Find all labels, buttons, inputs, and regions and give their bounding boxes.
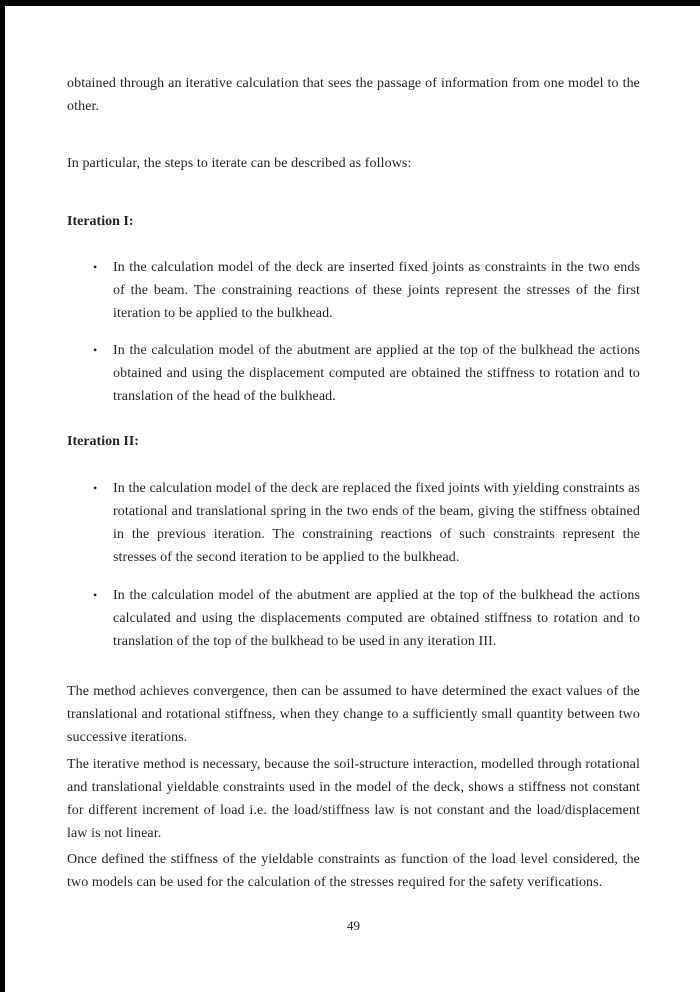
bullet-marker: • [93, 481, 98, 495]
scan-border-left [0, 0, 5, 992]
intro-paragraph-1: obtained through an iterative calculation that sees the passage of information from one model to the other. [67, 76, 640, 114]
page-content [67, 72, 640, 937]
bullet-item [67, 256, 640, 325]
page-number: 49 [347, 918, 360, 933]
closing-paragraph-1: The method achieves convergence, then can be assumed to have determined the exact values of the translational and rotational stiffness, when they change to a sufficiently small quantity between two successive iterations. [67, 684, 640, 745]
bullet-text: In the calculation model of the abutment are applied at the top of the bulkhead the actions calculated and using the displacements computed are obtained stiffness to rotation and to translation of the top of the bulkhead to be used in any iteration III. [113, 588, 640, 649]
bullet-text: In the calculation model of the deck are replaced the fixed joints with yielding constraints as rotational and translational spring in the two ends of the beam, giving the stiffness obtained in the previous iteration. The constraining reactions of such constraints represent the stresses of the second iteration to be applied to the bulkhead. [113, 481, 640, 565]
bullet-item [67, 584, 640, 653]
iteration-2-heading: Iteration II: [67, 434, 139, 449]
scan-border-top [0, 0, 700, 6]
bullet-marker: • [93, 588, 98, 602]
bullet-marker: • [93, 260, 98, 274]
bullet-item [67, 339, 640, 408]
iteration-1-heading: Iteration I: [67, 214, 134, 229]
intro-paragraph-2: In particular, the steps to iterate can be described as follows: [67, 156, 412, 171]
closing-paragraph-3: Once defined the stiffness of the yieldable constraints as function of the load level considered, the two models can be used for the calculation of the stresses required for the safety verifications. [67, 852, 640, 890]
bullet-item [67, 477, 640, 569]
bullet-text: In the calculation model of the abutment are applied at the top of the bulkhead the actions obtained and using the displacement computed are obtained the stiffness to rotation and to translation of the head of the bulkhead. [113, 343, 640, 404]
bullet-marker: • [93, 343, 98, 357]
closing-paragraph-2: The iterative method is necessary, because the soil-structure interaction, modelled through rotational and translational yieldable constraints used in the model of the deck, shows a stiffness not constant for different increment of load i.e. the load/stiffness law is not constant and the load/displacement law is not linear. [67, 757, 640, 841]
bullet-text: In the calculation model of the deck are inserted fixed joints as constraints in the two ends of the beam. The constraining reactions of these joints represent the stresses of the first iteration to be applied to the bulkhead. [113, 260, 640, 321]
